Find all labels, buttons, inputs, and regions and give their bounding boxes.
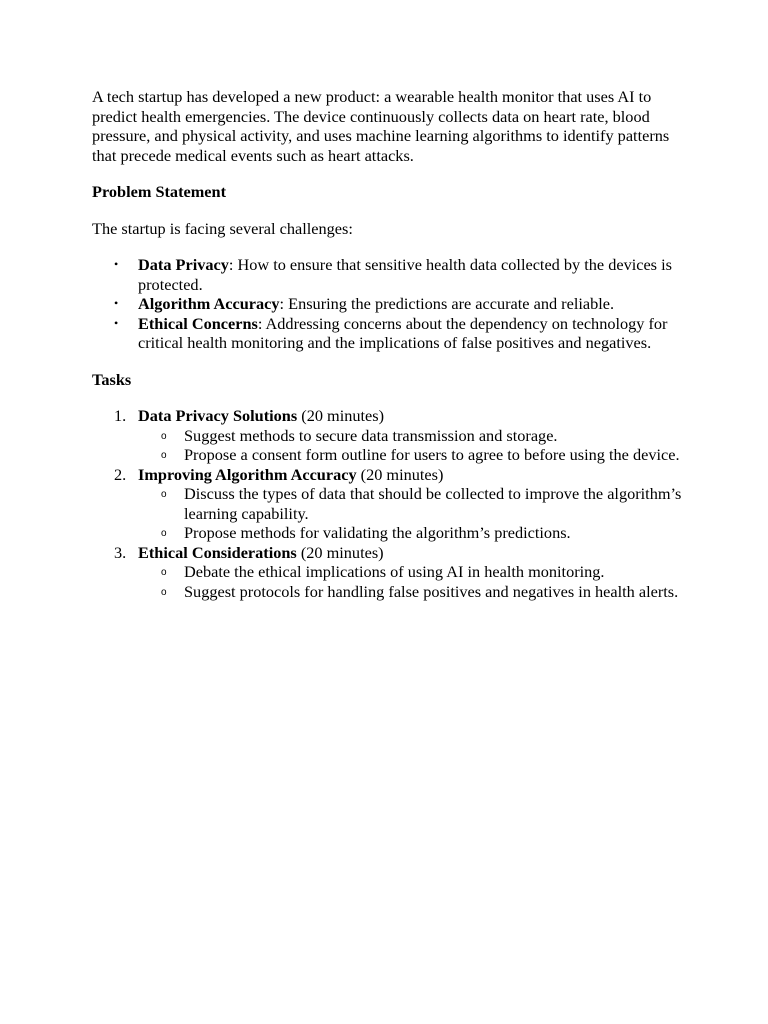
circle-bullet-icon: o <box>161 450 167 461</box>
task-number: 3. <box>114 542 127 562</box>
challenge-item <box>92 314 682 353</box>
circle-bullet-icon: o <box>161 489 167 500</box>
task-duration: (20 minutes) <box>296 542 384 562</box>
task-subitem <box>138 484 682 523</box>
task-number: 1. <box>114 406 127 425</box>
task-subitem-text: Suggest methods to secure data transmission and storage. <box>184 425 558 445</box>
tasks-heading: Tasks <box>92 369 132 389</box>
task-subitem-text: Debate the ethical implications of using AI in health monitoring. <box>184 562 605 581</box>
challenge-item <box>92 255 682 294</box>
task-subitem <box>138 445 682 465</box>
task-duration: (20 minutes) <box>356 464 444 484</box>
challenge-text: : Ensuring the predictions are accurate and reliable. <box>279 294 615 313</box>
challenge-text: : Addressing concerns about the dependency on technology for critical health monitoring and the implications of false positives and negatives. <box>138 313 668 352</box>
task-subitem-text: Propose methods for validating the algorithm’s predictions. <box>184 523 571 542</box>
task-subitems <box>138 562 682 601</box>
task-title: Ethical Considerations <box>138 542 297 562</box>
bullet-icon: • <box>114 296 119 310</box>
bullet-icon: • <box>114 257 119 271</box>
challenges-lead: The startup is facing several challenges: <box>92 218 353 238</box>
task-subitems <box>138 484 682 543</box>
task-subitem <box>138 562 682 582</box>
challenge-title: Data Privacy <box>138 255 229 274</box>
circle-bullet-icon: o <box>161 586 167 598</box>
task-subitem-text: Discuss the types of data that should be collected to improve the algorithm’s learning capability. <box>184 484 682 523</box>
task-title: Improving Algorithm Accuracy <box>138 464 357 484</box>
task-subitems <box>138 426 682 465</box>
task-subitem <box>138 523 682 543</box>
task-subitem-text: Suggest protocols for handling false positives and negatives in health alerts. <box>184 581 679 601</box>
task-item <box>92 406 682 465</box>
circle-bullet-icon: o <box>161 567 167 578</box>
challenge-item <box>92 294 682 314</box>
tasks-list <box>92 406 682 601</box>
task-subitem-text: Propose a consent form outline for users to agree to before using the device. <box>184 445 680 464</box>
task-subitem <box>138 582 682 602</box>
challenges-list <box>92 255 682 353</box>
task-duration: (20 minutes) <box>297 406 385 425</box>
task-number: 2. <box>114 464 127 484</box>
task-item <box>92 465 682 543</box>
problem-statement-heading: Problem Statement <box>92 182 226 201</box>
circle-bullet-icon: o <box>161 528 167 539</box>
intro-paragraph: A tech startup has developed a new product: a wearable health monitor that uses AI to predict health emergencies. The device continuously collects data on heart rate, blood pressure, and physical activity, and uses machine learning algorithms to identify patterns that precede medical events such as heart attacks. <box>92 87 670 165</box>
challenge-text: : How to ensure that sensitive health data collected by the devices is protected. <box>138 255 672 294</box>
challenge-title: Ethical Concerns <box>138 313 258 333</box>
task-item <box>92 543 682 602</box>
task-subitem <box>138 426 682 446</box>
challenge-title: Algorithm Accuracy <box>138 294 280 313</box>
bullet-icon: • <box>114 315 119 330</box>
task-title: Data Privacy Solutions <box>138 406 298 425</box>
circle-bullet-icon: o <box>161 430 167 442</box>
document-page <box>92 87 682 601</box>
